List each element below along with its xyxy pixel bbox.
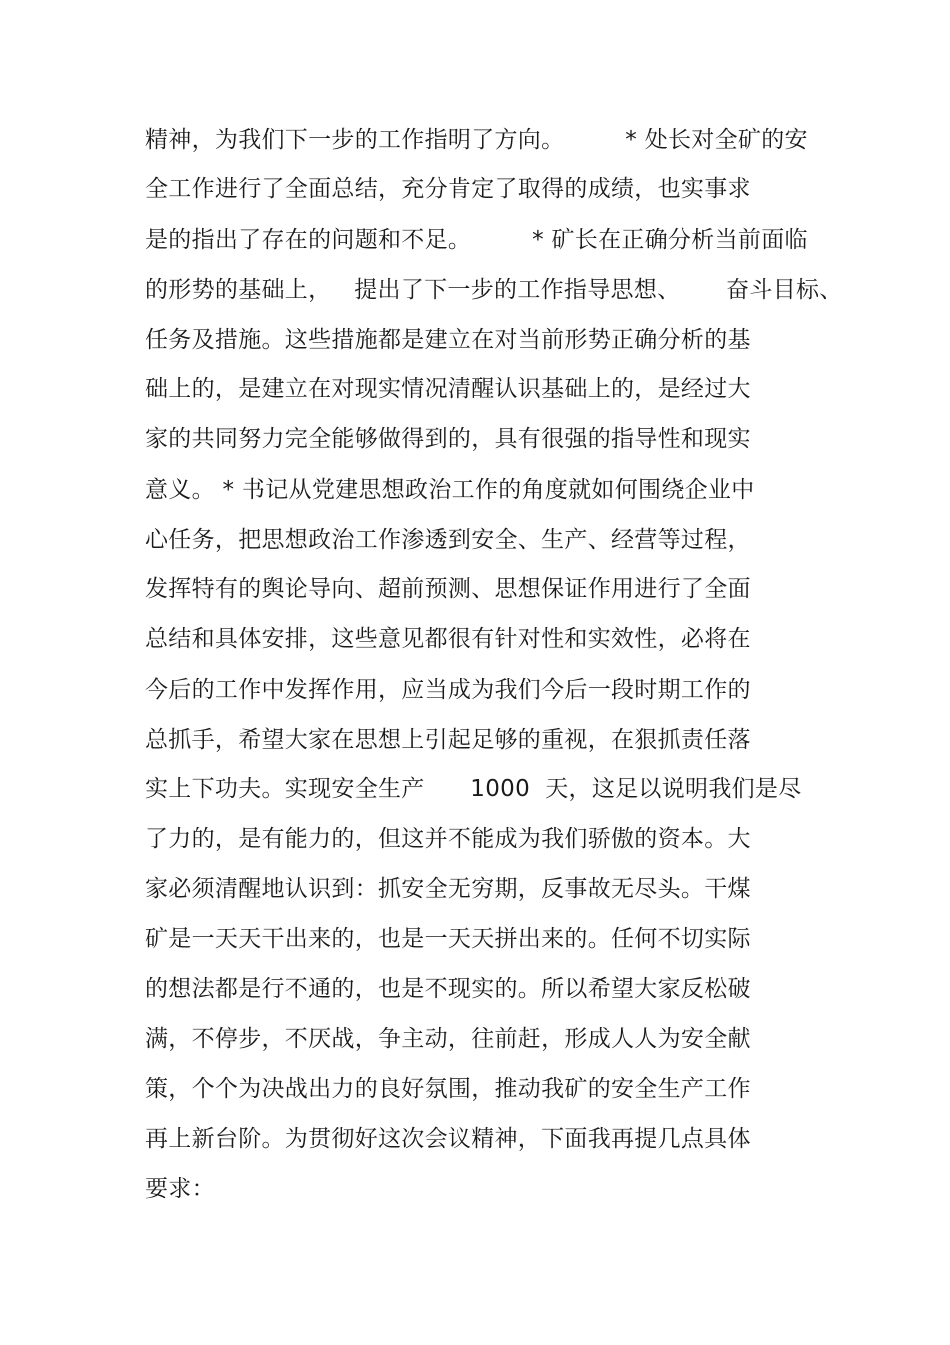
text-line: 总抓手，希望大家在思想上引起足够的重视，在狠抓责任落 [145, 727, 751, 753]
text-line: 策，个个为决战出力的良好氛围，推动我矿的安全生产工作 [145, 1076, 751, 1102]
text-line: 矿是一天天干出来的，也是一天天拼出来的。任何不切实际 [145, 926, 751, 952]
text-line: 心任务，把思想政治工作渗透到安全、生产、经营等过程， [145, 527, 751, 553]
text-line: 是的指出了存在的问题和不足。 * 矿长在正确分析当前面临 [145, 227, 808, 253]
text-line: 了力的，是有能力的，但这并不能成为我们骄傲的资本。大 [145, 826, 751, 852]
text-line: 满，不停步，不厌战，争主动，往前赶，形成人人为安全献 [145, 1026, 751, 1052]
text-line: 再上新台阶。为贯彻好这次会议精神，下面我再提几点具体 [145, 1126, 751, 1152]
text-line: 今后的工作中发挥作用，应当成为我们今后一段时期工作的 [145, 677, 751, 703]
text-line: 的形势的基础上， 提出了下一步的工作指导思想、 奋斗目标、 [145, 277, 843, 303]
text-line: 总结和具体安排，这些意见都很有针对性和实效性，必将在 [145, 626, 751, 652]
text-line: 要求： [145, 1176, 215, 1202]
text-line: 础上的，是建立在对现实情况清醒认识基础上的，是经过大 [145, 376, 751, 402]
text-line: 意义。 * 书记从党建思想政治工作的角度就如何围绕企业中 [145, 477, 755, 503]
text-line: 实上下功夫。实现安全生产 1000 天，这足以说明我们是尽 [145, 776, 802, 802]
text-line: 家的共同努力完全能够做得到的，具有很强的指导性和现实 [145, 426, 751, 452]
text-line: 的想法都是行不通的，也是不现实的。所以希望大家反松破 [145, 976, 751, 1002]
text-line: 家必须清醒地认识到：抓安全无穷期，反事故无尽头。干煤 [145, 876, 751, 902]
text-line: 全工作进行了全面总结，充分肯定了取得的成绩，也实事求 [145, 176, 751, 202]
text-line: 发挥特有的舆论导向、超前预测、思想保证作用进行了全面 [145, 576, 751, 602]
text-line: 任务及措施。这些措施都是建立在对当前形势正确分析的基 [145, 327, 751, 353]
text-line: 精神，为我们下一步的工作指明了方向。 * 处长对全矿的安 [145, 127, 808, 153]
